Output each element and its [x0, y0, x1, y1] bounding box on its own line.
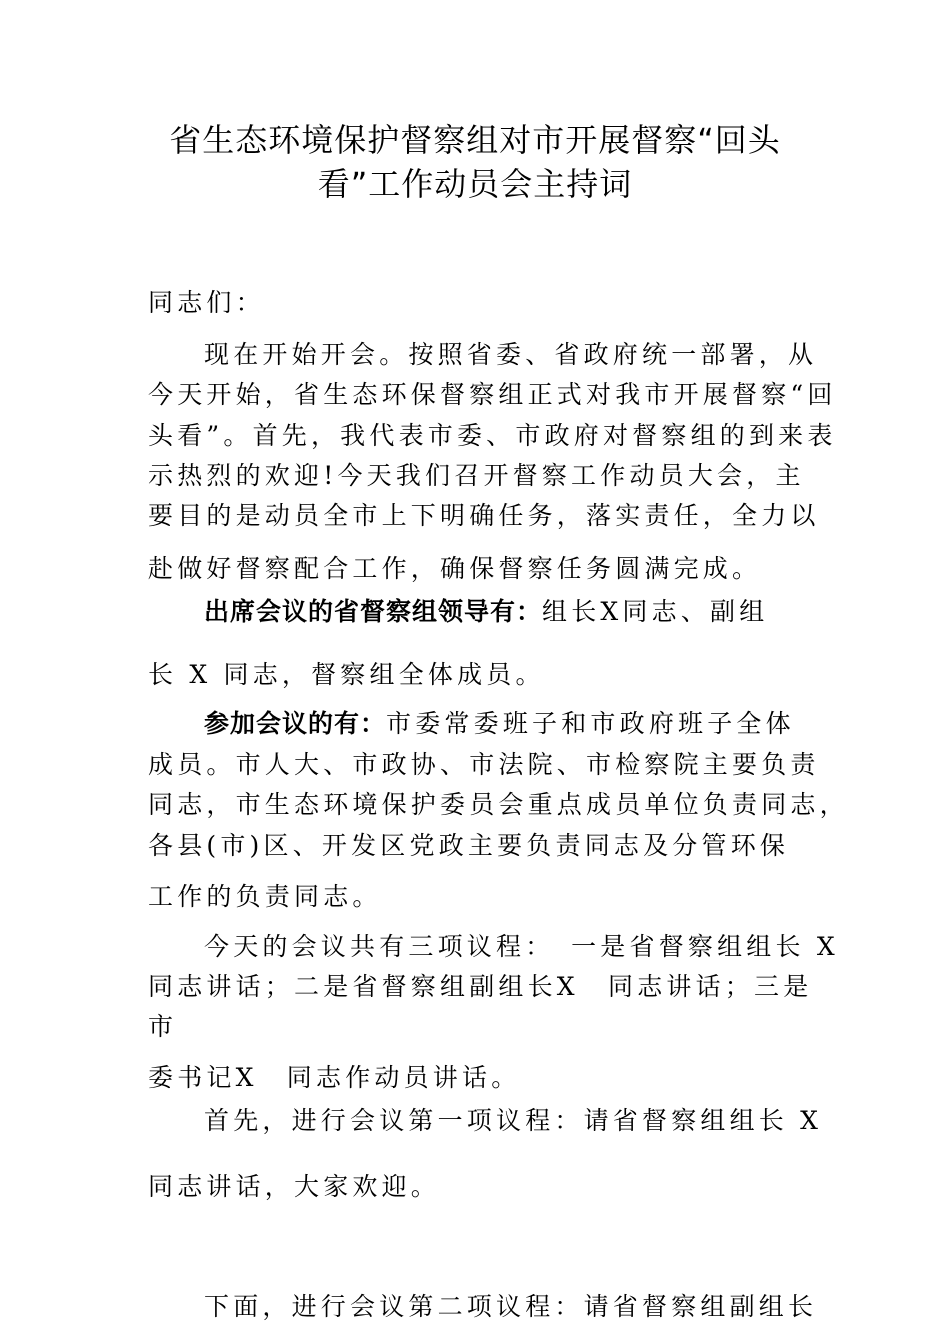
document-title-line-1: 省生态环境保护督察组对市开展督察“回头 [169, 121, 781, 159]
paragraph-1-line: 赴做好督察配合工作，确保督察任务圆满完成。 [148, 554, 762, 583]
paragraph-1-line: 要目的是动员全市上下明确任务，落实责任，全力以 [148, 501, 820, 530]
participants-label: 参加会议的有： [204, 709, 387, 738]
paragraph-3-line-1 [204, 709, 795, 739]
participants-text: 市委常委班子和市政府班子全体 [386, 709, 795, 738]
paragraph-2-line-1 [204, 597, 768, 627]
attendees-leaders-label: 出席会议的省督察组领导有： [204, 597, 543, 626]
paragraph-5-line: 同志讲话，大家欢迎。 [148, 1172, 441, 1201]
salutation: 同志们： [148, 288, 265, 317]
paragraph-3-line: 同志，市生态环境保护委员会重点成员单位负责同志， [148, 790, 849, 819]
paragraph-4-line: 委书记X 同志作动员讲话。 [148, 1063, 521, 1092]
paragraph-3-line: 成员。市人大、市政协、市法院、市检察院主要负责 [148, 750, 820, 779]
paragraph-1-line: 今天开始，省生态环保督察组正式对我市开展督察“回 [148, 380, 837, 409]
paragraph-3-line: 各县(市)区、开发区党政主要负责同志及分管环保 [148, 831, 790, 860]
paragraph-4-line: 今天的会议共有三项议程： 一是省督察组组长 X [204, 932, 839, 961]
paragraph-1-line: 示热烈的欢迎!今天我们召开督察工作动员大会，主 [148, 461, 805, 490]
paragraph-4-line: 市 [148, 1012, 178, 1041]
paragraph-2-line-2: 长 X 同志，督察组全体成员。 [148, 660, 545, 689]
paragraph-6-line: 下面，进行会议第二项议程：请省督察组副组长 [204, 1292, 818, 1321]
attendees-leaders-text: 组长X同志、副组 [542, 597, 769, 626]
paragraph-3-line: 工作的负责同志。 [148, 882, 382, 911]
paragraph-1-line: 现在开始开会。按照省委、省政府统一部署，从 [204, 340, 818, 369]
document-title-line-2: 看”工作动员会主持词 [317, 165, 633, 203]
paragraph-4-line: 同志讲话；二是省督察组副组长X 同志讲话；三是 [148, 972, 813, 1001]
paragraph-1-line: 头看”。首先，我代表市委、市政府对督察组的到来表 [148, 421, 837, 450]
paragraph-5-line: 首先，进行会议第一项议程：请省督察组组长 X [204, 1106, 823, 1135]
